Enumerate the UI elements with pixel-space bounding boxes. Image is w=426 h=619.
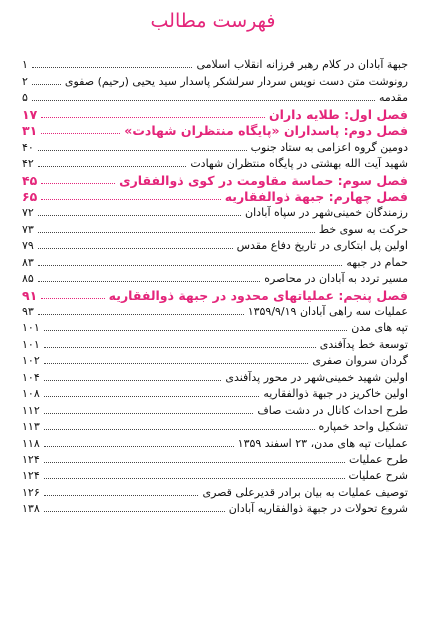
toc-entry[interactable]	[22, 418, 408, 434]
toc-entry-title: تپه های مدن	[351, 321, 408, 335]
toc-entry[interactable]	[22, 204, 408, 220]
dot-leader	[44, 347, 316, 348]
toc-entry[interactable]	[22, 89, 408, 105]
toc-entry-title: اولین خاکریز در جبهة ذوالفقاریه	[263, 387, 408, 401]
toc-page-number: ۸۳	[22, 255, 34, 269]
dot-leader	[44, 462, 345, 463]
toc-page-number: ۱	[22, 58, 28, 72]
dot-leader	[44, 511, 225, 512]
toc-entry[interactable]	[22, 155, 408, 171]
toc-page-number: ۵	[22, 91, 28, 105]
toc-chapter-entry[interactable]	[22, 105, 408, 121]
toc-entry[interactable]	[22, 385, 408, 401]
toc-entry[interactable]	[22, 467, 408, 483]
toc-entry-title: طرح عملیات	[348, 452, 408, 466]
toc-entry[interactable]	[22, 483, 408, 499]
toc-page-number: ۱۰۱	[22, 321, 40, 335]
dot-leader	[38, 314, 244, 315]
dot-leader	[44, 495, 199, 496]
toc-entry-title: دومین گروه اعزامی به ستاد جنوب	[250, 140, 408, 154]
toc-entry-title: شروع تحولات در جبهة ذوالفقاریه آبادان	[228, 502, 408, 516]
toc-page-number: ۷۹	[22, 239, 34, 253]
dot-leader	[38, 281, 260, 282]
toc-page-number: ۴۲	[22, 157, 34, 171]
toc-page-number: ۳۱	[22, 123, 38, 139]
toc-entry[interactable]	[22, 138, 408, 154]
dot-leader	[44, 413, 254, 414]
toc-chapter-entry[interactable]	[22, 171, 408, 187]
dot-leader	[44, 330, 347, 331]
toc-entry[interactable]	[22, 220, 408, 236]
dot-leader	[41, 298, 104, 299]
toc-page-number: ۱۷	[22, 106, 38, 122]
toc-entry-title: عملیات تپه های مدن، ۲۳ اسفند ۱۳۵۹	[237, 436, 408, 450]
toc-chapter-entry[interactable]	[22, 286, 408, 302]
dot-leader	[44, 478, 345, 479]
toc-page-number: ۷۲	[22, 206, 34, 220]
toc-list	[22, 56, 408, 516]
toc-chapter-entry[interactable]	[22, 122, 408, 138]
toc-entry-title: حرکت به سوی خط	[318, 222, 408, 236]
dot-leader	[44, 429, 315, 430]
toc-page-number: ۱۲۶	[22, 485, 40, 499]
toc-entry[interactable]	[22, 401, 408, 417]
toc-page-number: ۱۰۲	[22, 354, 40, 368]
toc-page-number: ۱۳۸	[22, 502, 40, 516]
toc-entry-title: رونوشت متن دست نویس سردار سرلشکر پاسدار سید یحیی (رحیم) صفوی	[64, 74, 408, 88]
toc-entry[interactable]	[22, 434, 408, 450]
page-title: فهرست مطالب	[150, 10, 276, 32]
toc-page-number: ۷۳	[22, 222, 34, 236]
toc-entry-title: فصل پنجم: عملیاتهای محدود در جبهة ذوالفقاریه	[108, 287, 408, 303]
toc-page-number: ۴۰	[22, 140, 34, 154]
toc-page-number: ۱۱۸	[22, 436, 40, 450]
dot-leader	[38, 248, 233, 249]
toc-page-number: ۱۱۲	[22, 403, 40, 417]
dot-leader	[44, 380, 222, 381]
toc-entry-title: فصل اول: طلایه داران	[268, 106, 408, 122]
dot-leader	[41, 133, 120, 134]
toc-page-number: ۱۲۴	[22, 469, 40, 483]
dot-leader	[32, 67, 193, 68]
toc-entry-title: توسعة خط پدآفندی	[319, 337, 408, 351]
toc-entry-title: اولین پل ابتکاری در تاریخ دفاع مقدس	[236, 239, 408, 253]
toc-entry-title: فصل چهارم: جبهة ذوالفقاریه	[224, 188, 408, 204]
dot-leader	[41, 117, 265, 118]
toc-entry-title: شرح عملیات	[348, 469, 408, 483]
toc-entry-title: عملیات سه راهی آبادان ۱۳۵۹/۹/۱۹	[247, 305, 408, 318]
dot-leader	[32, 100, 375, 101]
toc-entry-title: مسیر تردد به آبادان در محاصره	[264, 272, 408, 286]
toc-entry-title: گردان سروان صفری	[312, 354, 408, 368]
dot-leader	[32, 84, 61, 85]
toc-page-number: ۱۰۴	[22, 370, 40, 384]
dot-leader	[38, 232, 315, 233]
toc-entry-title: طرح احداث کانال در دشت صاف	[257, 403, 408, 417]
toc-entry-title: توصیف عملیات به بیان برادر قدیرعلی قصری	[202, 485, 408, 499]
toc-page-number: ۹۱	[22, 287, 38, 303]
toc-entry[interactable]	[22, 352, 408, 368]
toc-page-number: ۲	[22, 74, 28, 88]
toc-page-number: ۴۵	[22, 172, 38, 188]
toc-entry[interactable]	[22, 368, 408, 384]
toc-page-number: ۱۱۳	[22, 420, 40, 434]
toc-entry-title: رزمندگان خمینی‌شهر در سپاه آبادان	[245, 206, 408, 220]
toc-entry-title: حمام در جبهه	[346, 255, 408, 269]
toc-entry[interactable]	[22, 500, 408, 516]
toc-page-number: ۱۲۴	[22, 452, 40, 466]
toc-page-number: ۹۳	[22, 305, 34, 318]
dot-leader	[44, 446, 234, 447]
toc-entry-title: مقدمه	[378, 91, 408, 105]
dot-leader	[38, 215, 241, 216]
toc-entry[interactable]	[22, 72, 408, 88]
dot-leader	[44, 363, 309, 364]
toc-entry-title: فصل سوم: حماسة مقاومت در کوی ذوالفقاری	[119, 172, 408, 188]
toc-entry[interactable]	[22, 56, 408, 72]
toc-entry-title: شهید آیت الله بهشتی در پایگاه منتظران شهادت	[190, 157, 408, 171]
dot-leader	[38, 265, 343, 266]
toc-entry-title: اولین شهید خمینی‌شهر در محور پدآفندی	[225, 370, 408, 384]
dot-leader	[38, 166, 186, 167]
toc-chapter-entry[interactable]	[22, 188, 408, 204]
toc-entry[interactable]	[22, 237, 408, 253]
toc-entry-title: فصل دوم: پاسداران «پایگاه منتظران شهادت»	[124, 123, 408, 139]
toc-entry[interactable]	[22, 270, 408, 286]
toc-page-number: ۸۵	[22, 272, 34, 286]
toc-entry[interactable]	[22, 335, 408, 351]
toc-entry[interactable]	[22, 303, 408, 319]
toc-page-number: ۶۵	[22, 188, 38, 204]
dot-leader	[44, 396, 260, 397]
toc-entry[interactable]	[22, 451, 408, 467]
dot-leader	[38, 150, 247, 151]
toc-entry-title: تشکیل واحد خمپاره	[318, 420, 408, 434]
toc-entry[interactable]	[22, 253, 408, 269]
dot-leader	[41, 183, 115, 184]
toc-entry[interactable]	[22, 319, 408, 335]
toc-entry-title: جبهة آبادان در کلام رهبر فرزانه انقلاب اسلامی	[196, 58, 408, 72]
dot-leader	[41, 199, 220, 200]
toc-page-number: ۱۰۱	[22, 337, 40, 351]
toc-page-number: ۱۰۸	[22, 387, 40, 401]
